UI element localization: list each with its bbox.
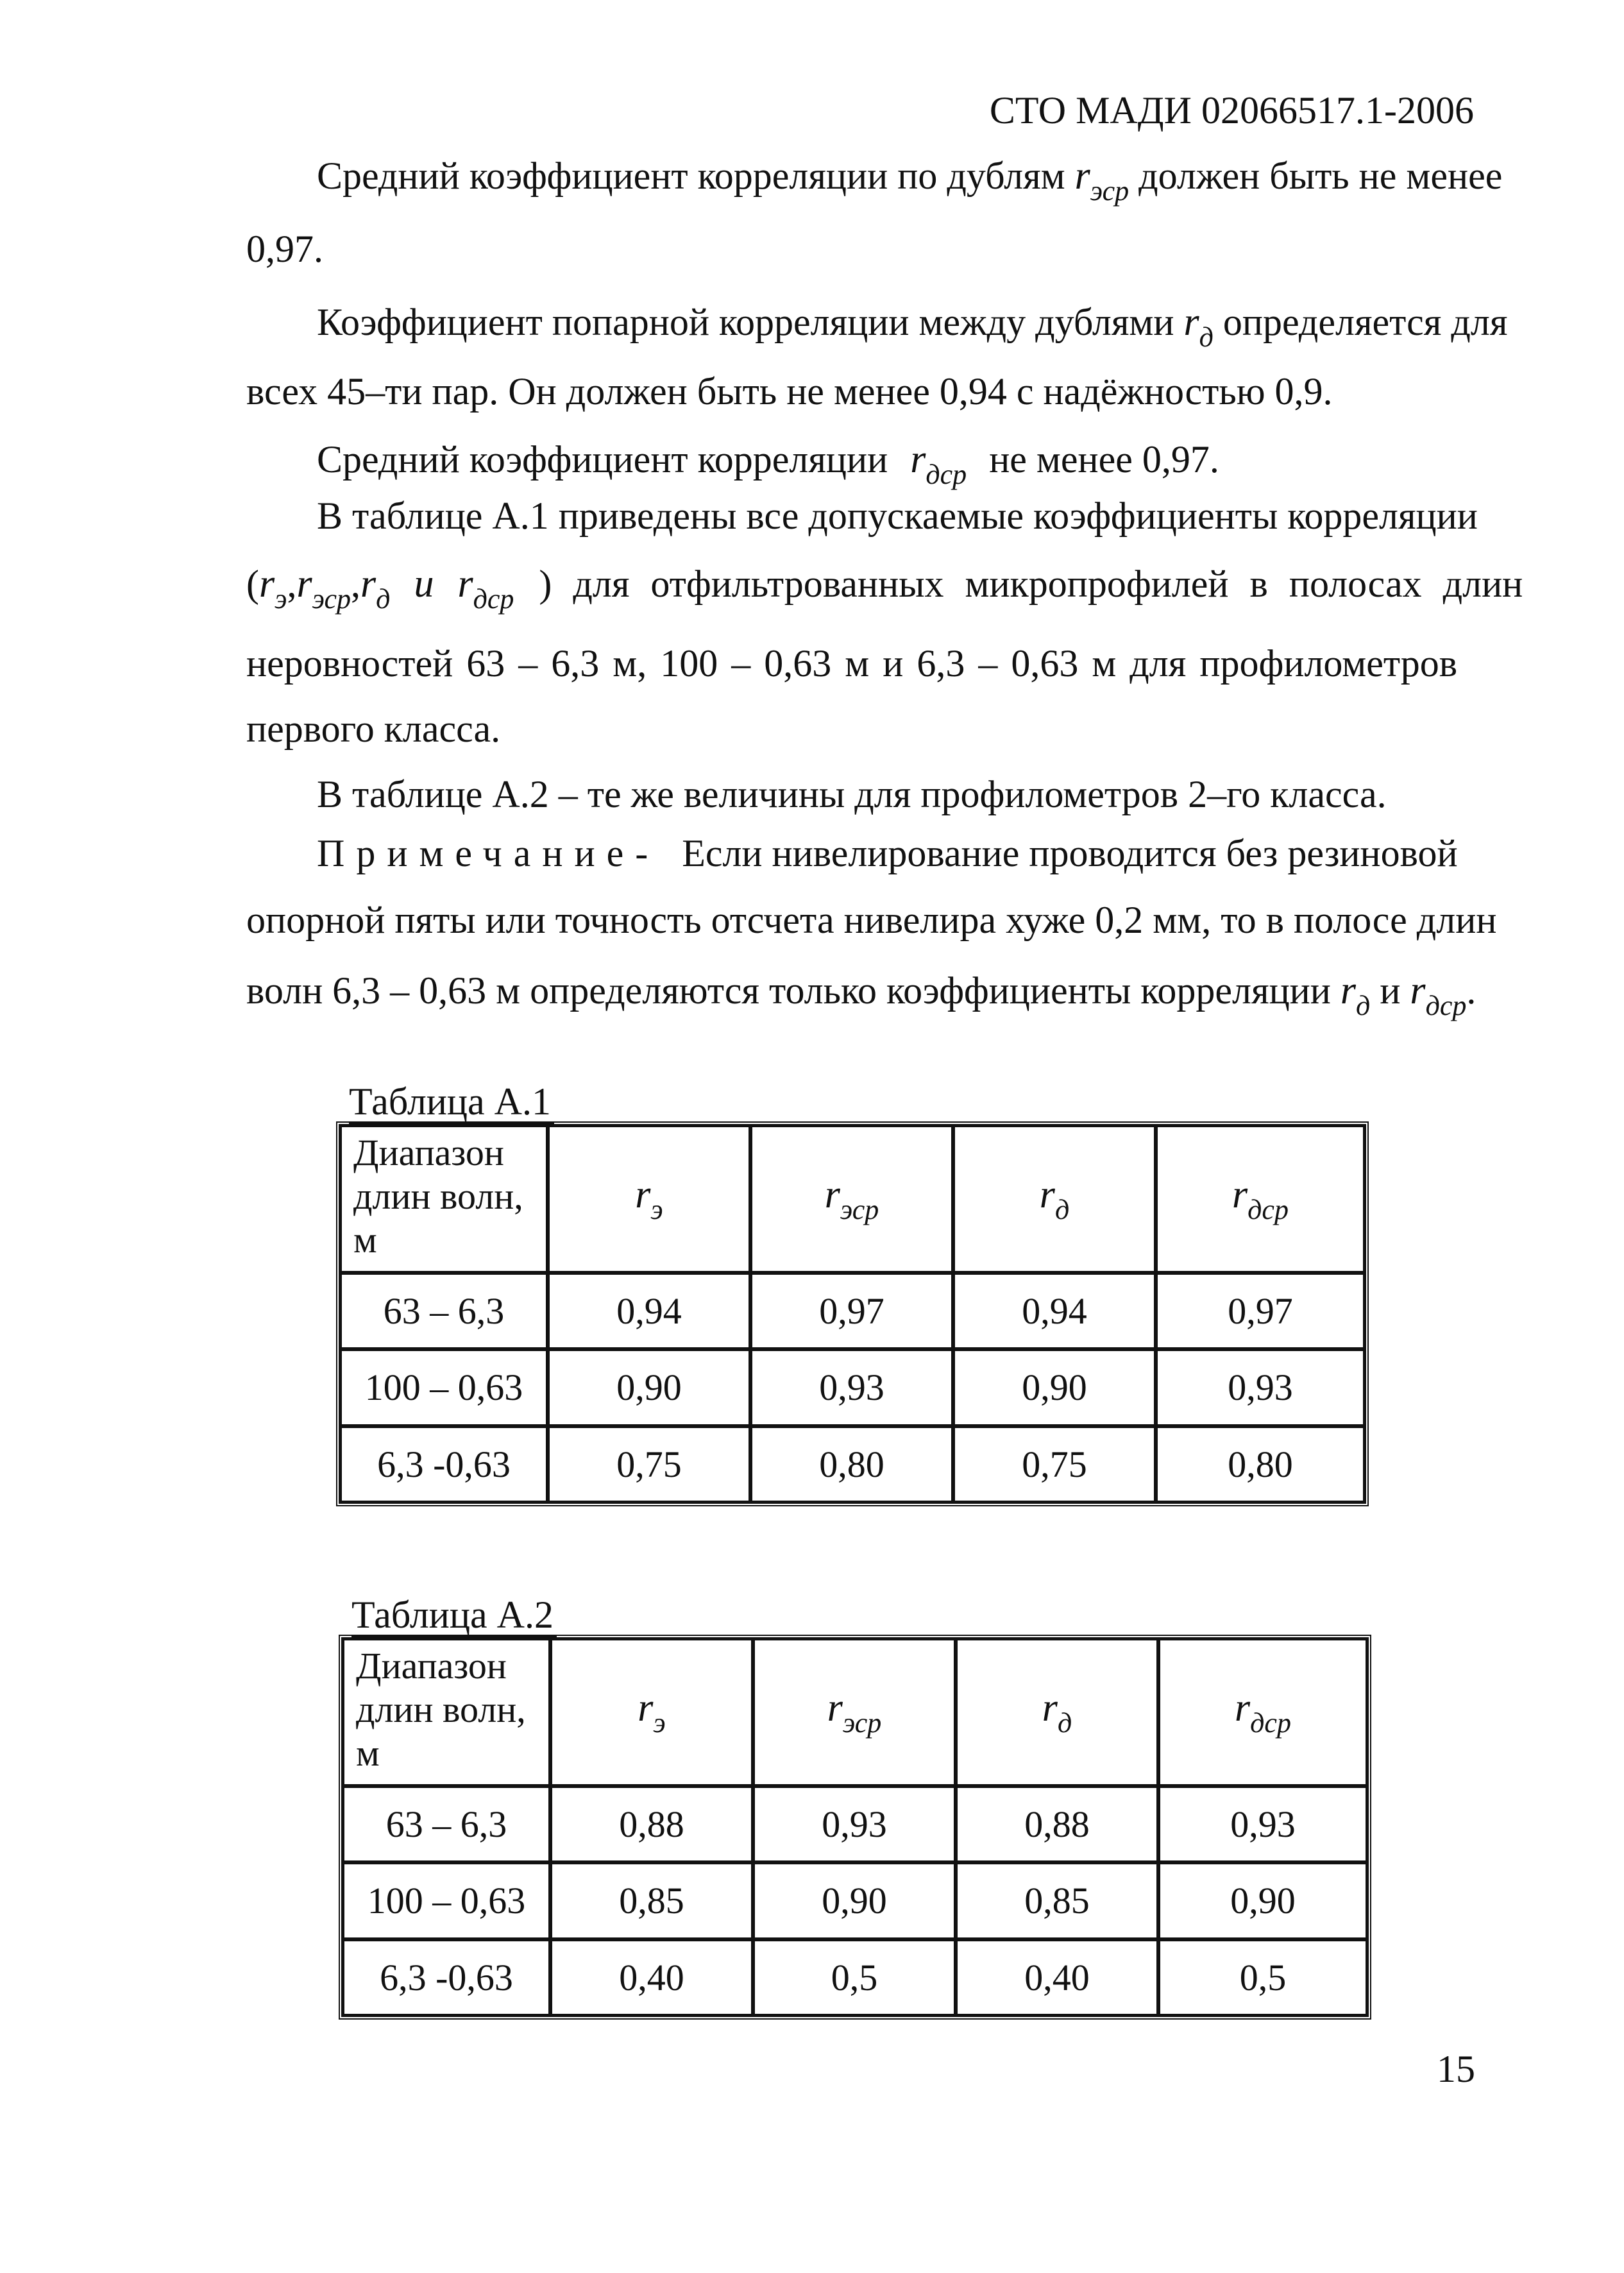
cell-range: 100 – 0,63 xyxy=(343,1862,550,1939)
header-r-dsr xyxy=(1158,1639,1367,1786)
paragraph-1-line-1 xyxy=(317,151,1503,216)
cell-value: 0,40 xyxy=(550,1939,753,2016)
header-r-d xyxy=(956,1639,1158,1786)
header-range-line: Диапазон xyxy=(356,1645,507,1687)
r-symbol: r xyxy=(1042,1686,1058,1730)
subscript: д xyxy=(1199,321,1214,353)
symbol-r-dsr xyxy=(910,438,967,490)
text: волн 6,3 – 0,63 м определяются только коэффициенты корреляции xyxy=(246,969,1331,1012)
cell-value: 0,80 xyxy=(1156,1426,1365,1503)
subscript: эср xyxy=(312,583,351,615)
header-r-esr xyxy=(753,1639,956,1786)
cell-value: 0,90 xyxy=(953,1349,1156,1426)
header-r-e xyxy=(548,1125,750,1273)
r-symbol: r xyxy=(827,1686,843,1730)
paragraph-2-line-2: всех 45–ти пар. Он должен быть не менее 0,94 с надёжностью 0,9. xyxy=(246,370,1333,413)
paragraph-2-line-1 xyxy=(317,298,1508,362)
cell-value: 0,93 xyxy=(1158,1786,1367,1862)
subscript: дср xyxy=(473,583,514,615)
conjunction: и xyxy=(414,562,434,606)
table-row xyxy=(343,1939,1367,2016)
cell-value: 0,75 xyxy=(548,1426,750,1503)
cell-value: 0,90 xyxy=(548,1349,750,1426)
paragraph-4-line-1: В таблице А.1 приведены все допускаемые коэффициенты корреляции xyxy=(317,495,1478,537)
cell-range: 100 – 0,63 xyxy=(340,1349,548,1426)
r-symbol: r xyxy=(1340,969,1357,1012)
subscript: эср xyxy=(842,1707,882,1739)
header-r-dsr xyxy=(1156,1125,1365,1273)
text: Средний коэффициент корреляции по дублям xyxy=(317,155,1065,197)
note-line-2: опорной пяты или точность отсчета нивелира хуже 0,2 мм, то в полосе длин xyxy=(246,899,1497,941)
subscript: эср xyxy=(840,1194,879,1225)
subscript: дср xyxy=(1250,1707,1291,1739)
header-range xyxy=(343,1639,550,1786)
subscript: д xyxy=(1356,990,1371,1021)
header-r-e xyxy=(550,1639,753,1786)
subscript: эср xyxy=(1090,175,1129,207)
r-symbol: r xyxy=(1074,154,1090,198)
cell-value: 0,80 xyxy=(750,1426,953,1503)
table-row xyxy=(340,1273,1365,1349)
text: определяется для xyxy=(1222,301,1508,343)
cell-value: 0,93 xyxy=(753,1786,956,1862)
r-symbol: r xyxy=(360,562,376,606)
cell-value: 0,90 xyxy=(753,1862,956,1939)
paragraph-4-line-2 xyxy=(246,559,1523,624)
text: Средний коэффициент корреляции xyxy=(317,438,888,481)
cell-value: 0,85 xyxy=(550,1862,753,1939)
conjunction: и xyxy=(1380,969,1401,1012)
table-1-caption: Таблица А.1 xyxy=(349,1080,551,1123)
subscript: э xyxy=(650,1194,663,1225)
r-symbol: r xyxy=(296,562,312,606)
table-1 xyxy=(336,1121,1369,1506)
subscript: дср xyxy=(1425,990,1467,1021)
subscript: д xyxy=(1057,1707,1072,1739)
cell-value: 0,94 xyxy=(548,1273,750,1349)
paragraph-4-line-3: неровностей 63 – 6,3 м, 100 – 0,63 м и 6,3 – 0,63 м для профилометров xyxy=(246,642,1458,685)
page-number: 15 xyxy=(1437,2048,1475,2090)
r-symbol: r xyxy=(638,1686,654,1730)
cell-value: 0,88 xyxy=(550,1786,753,1862)
table-row xyxy=(343,1862,1367,1939)
symbol-r-d xyxy=(1183,300,1214,353)
symbol-r-esr xyxy=(1074,154,1129,207)
header-range-line: Диапазон xyxy=(353,1132,504,1173)
r-symbol: r xyxy=(258,562,275,606)
table-header-row xyxy=(340,1125,1365,1273)
header-r-d xyxy=(953,1125,1156,1273)
r-symbol: r xyxy=(1232,1173,1248,1216)
subscript: д xyxy=(1054,1194,1070,1225)
header-range-line: длин волн, xyxy=(356,1689,526,1730)
r-symbol: r xyxy=(1039,1173,1055,1216)
subscript: э xyxy=(653,1707,666,1739)
cell-range: 6,3 -0,63 xyxy=(340,1426,548,1503)
cell-value: 0,93 xyxy=(1156,1349,1365,1426)
table-row xyxy=(343,1786,1367,1862)
paragraph-4-line-4: первого класса. xyxy=(246,708,501,750)
text: Если нивелирование проводится без резиновой xyxy=(682,832,1458,874)
cell-range: 63 – 6,3 xyxy=(343,1786,550,1862)
comma: , xyxy=(287,563,297,605)
subscript: дср xyxy=(1248,1194,1289,1225)
r-symbol: r xyxy=(1183,300,1199,344)
header-range xyxy=(340,1125,548,1273)
subscript: э xyxy=(275,583,287,615)
cell-value: 0,93 xyxy=(750,1349,953,1426)
table-2-caption: Таблица А.2 xyxy=(351,1594,554,1636)
note-label: Примечание- xyxy=(317,832,660,874)
cell-value: 0,97 xyxy=(750,1273,953,1349)
cell-range: 6,3 -0,63 xyxy=(343,1939,550,2016)
cell-value: 0,5 xyxy=(753,1939,956,2016)
r-symbol: r xyxy=(457,562,473,606)
subscript: д xyxy=(376,583,391,615)
r-symbol: r xyxy=(1410,969,1426,1012)
table-row xyxy=(340,1349,1365,1426)
cell-value: 0,88 xyxy=(956,1786,1158,1862)
subscript: дср xyxy=(926,459,967,490)
cell-value: 0,40 xyxy=(956,1939,1158,2016)
text: Коэффициент попарной корреляции между дублями xyxy=(317,301,1174,343)
comma: , xyxy=(351,563,361,605)
paragraph-5: В таблице А.2 – те же величины для профилометров 2–го класса. xyxy=(317,773,1387,815)
r-symbol: r xyxy=(1235,1686,1251,1730)
header-r-esr xyxy=(750,1125,953,1273)
document-code: СТО МАДИ 02066517.1-2006 xyxy=(989,89,1474,132)
cell-value: 0,75 xyxy=(953,1426,1156,1503)
paragraph-1-line-2: 0,97. xyxy=(246,228,323,270)
cell-value: 0,97 xyxy=(1156,1273,1365,1349)
paragraph-3 xyxy=(317,435,1478,499)
cell-value: 0,85 xyxy=(956,1862,1158,1939)
text: не менее 0,97. xyxy=(989,438,1219,481)
r-symbol: r xyxy=(824,1173,840,1216)
cell-value: 0,90 xyxy=(1158,1862,1367,1939)
text: должен быть не менее xyxy=(1138,155,1503,197)
r-symbol: r xyxy=(635,1173,651,1216)
cell-value: 0,94 xyxy=(953,1273,1156,1349)
paren-open: ( xyxy=(246,563,259,605)
table-2 xyxy=(339,1635,1371,2020)
table-header-row xyxy=(343,1639,1367,1786)
cell-range: 63 – 6,3 xyxy=(340,1273,548,1349)
r-symbol: r xyxy=(910,438,926,481)
table-row xyxy=(340,1426,1365,1503)
header-range-line: м xyxy=(353,1219,377,1261)
note-line-1 xyxy=(317,829,1478,878)
cell-value: 0,5 xyxy=(1158,1939,1367,2016)
header-range-line: длин волн, xyxy=(353,1175,523,1217)
header-range-line: м xyxy=(356,1732,380,1774)
note-line-3 xyxy=(246,966,1478,1030)
text: ) для отфильтрованных микропрофилей в полосах длин xyxy=(539,563,1523,605)
period: . xyxy=(1466,969,1476,1012)
